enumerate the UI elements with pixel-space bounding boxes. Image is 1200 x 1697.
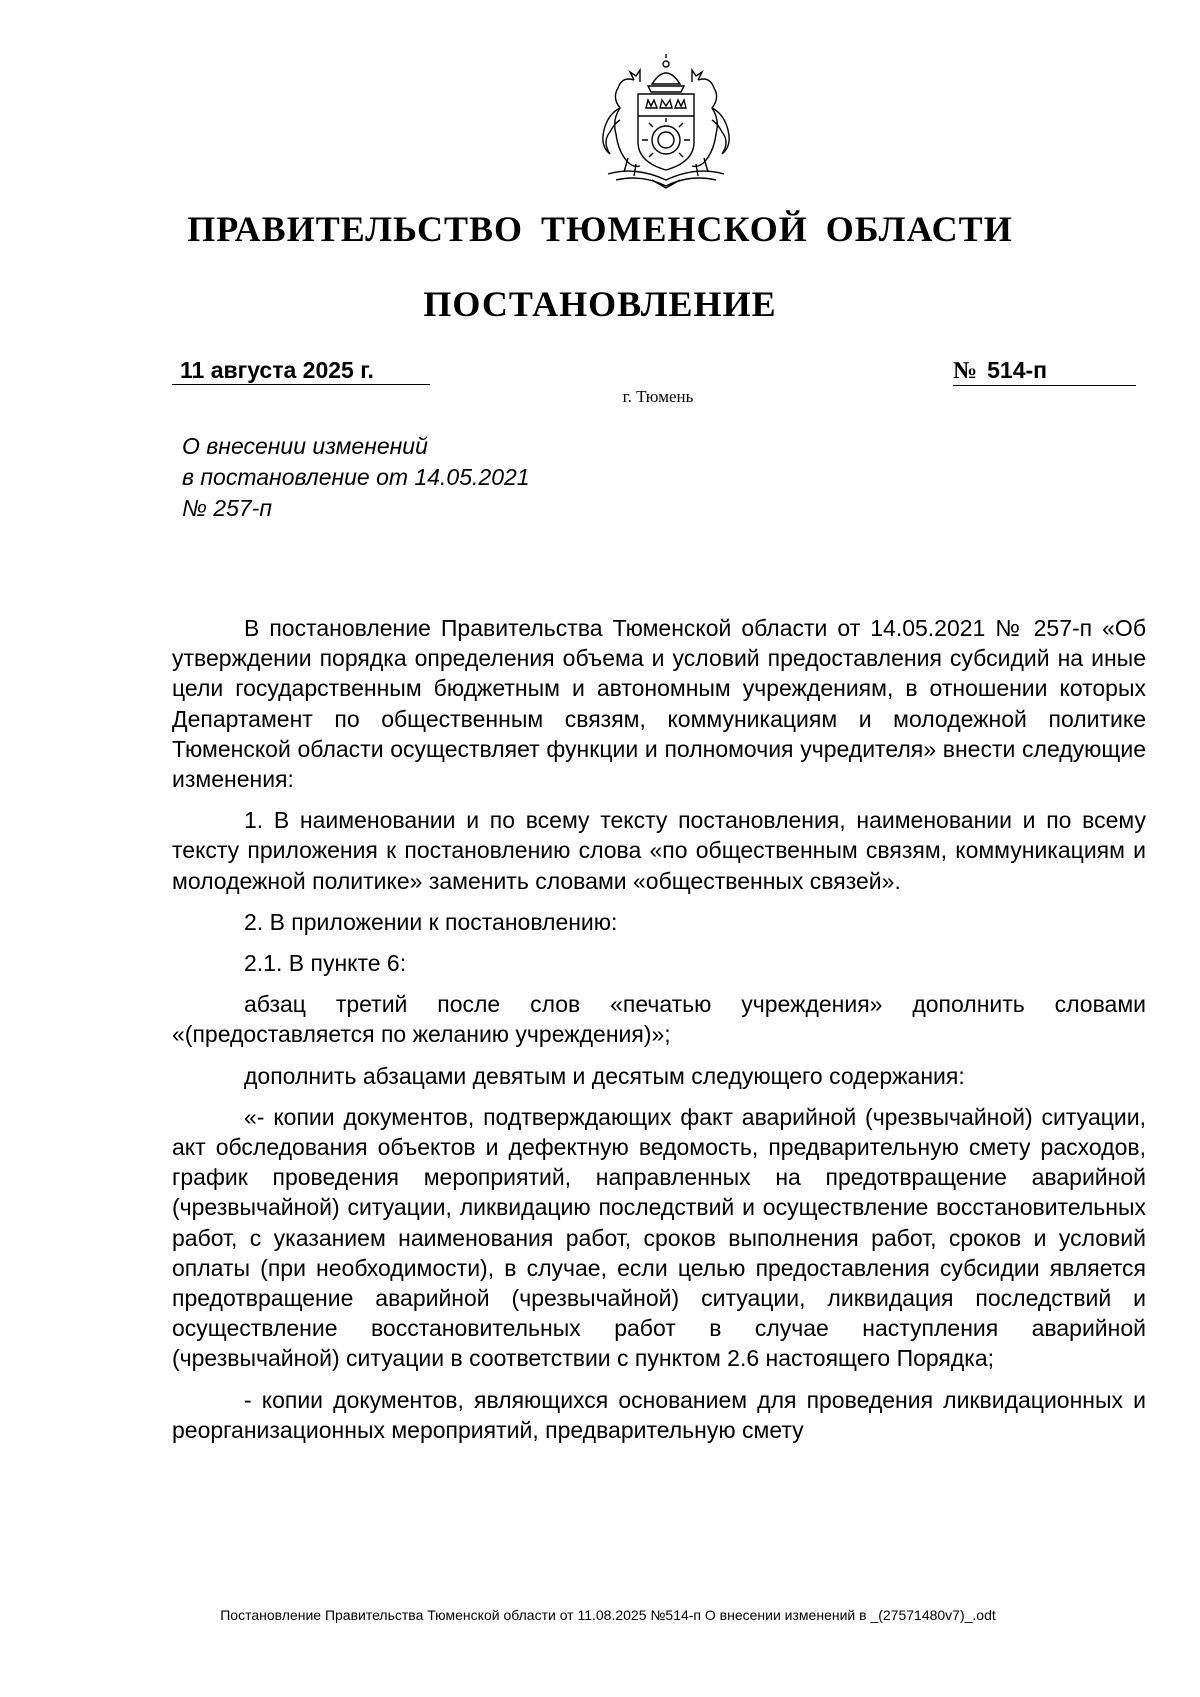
body-paragraph: «- копии документов, подтверждающих факт аварийной (чрезвычайной) ситуации, акт обследования объектов и дефектную ведомость, предварительную смету расходов, график проведения мероприятий, направленных на предотвращение аварийной (чрезвычайной) ситуации, ликвидацию последствий и осуществление восстановительных работ, с указанием наименования работ, сроков выполнения работ, сроков и условий оплаты (при необходимости), в случае, если целью предоставления субсидии является предотвращение аварийной (чрезвычайной) ситуации, ликвидация последствий и осуществление восстановительных работ в случае наступления аварийной (чрезвычайной) ситуации в соответствии с пунктом 2.6 настоящего Порядка;	[172, 1103, 1146, 1372]
body-paragraph: В постановление Правительства Тюменской области от 14.05.2021 № 257-п «Об утверждении порядка определения объема и условий предоставления субсидий на иные цели государственным бюджетным и автономным учреждениям, в отношении которых Департамент по общественным связям, коммуникациям и молодежной политике Тюменской области осуществляет функции и полномочия учредителя» внести следующие изменения:	[172, 615, 1146, 793]
city: г. Тюмень	[622, 387, 694, 406]
body-paragraph: - копии документов, являющихся основанием для проведения ликвидационных и реорганизационных мероприятий, предварительную смету	[172, 1386, 1146, 1443]
document-type-heading: ПОСТАНОВЛЕНИЕ	[423, 284, 777, 324]
document-subject	[182, 431, 682, 524]
subject-line: № 257-п	[182, 495, 272, 521]
document-number-field	[953, 355, 1136, 386]
number-sign: №	[953, 358, 978, 384]
body-paragraph: 1. В наименовании и по всему тексту постановления, наименовании и по всему тексту приложения к постановлению слова «по общественным связям, коммуникациям и молодежной политике» заменить словами «общественных связей».	[172, 807, 1146, 894]
page-footer: Постановление Правительства Тюменской области от 11.08.2025 №514-п О внесении изменений в _(27571480v7)_.odt	[220, 1607, 996, 1623]
body-paragraph: 2.1. В пункте 6:	[244, 950, 407, 977]
document-number: 514-п	[987, 357, 1048, 383]
coat-of-arms-icon	[582, 54, 750, 190]
subject-line: в постановление от 14.05.2021	[182, 464, 530, 490]
organization-title: ПРАВИТЕЛЬСТВО ТЮМЕНСКОЙ ОБЛАСТИ	[187, 209, 1013, 249]
subject-line: О внесении изменений	[182, 433, 428, 459]
body-paragraph: дополнить абзацами девятым и десятым следующего содержания:	[244, 1062, 965, 1089]
document-date: 11 августа 2025 г.	[172, 355, 430, 385]
body-paragraph: абзац третий после слов «печатью учреждения» дополнить словами «(предоставляется по желанию учреждения)»;	[172, 991, 1146, 1048]
document-body	[172, 613, 1146, 1456]
body-paragraph: 2. В приложении к постановлению:	[244, 908, 618, 935]
